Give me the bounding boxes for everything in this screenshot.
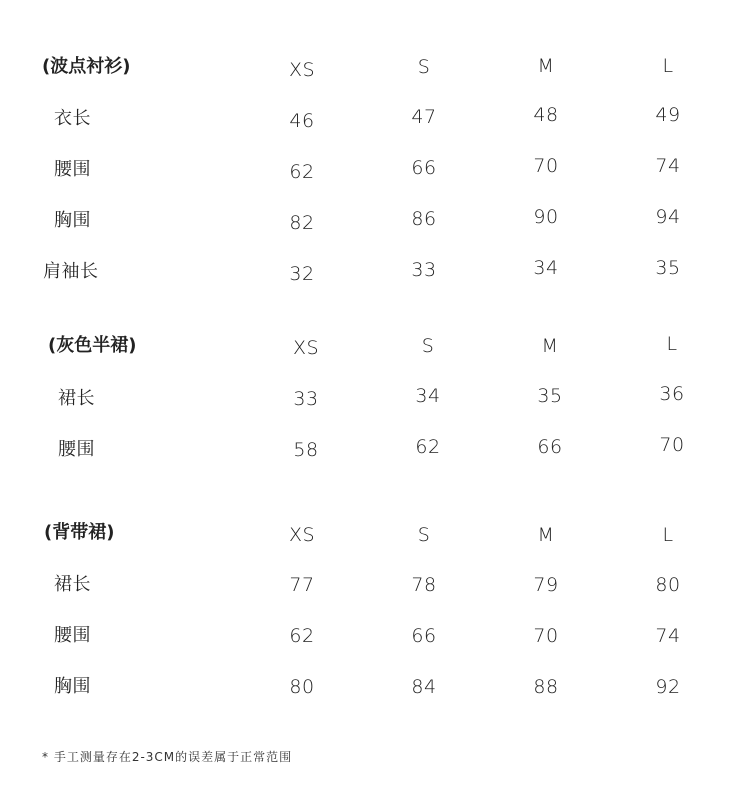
- table-row: [0, 257, 750, 287]
- value-m: 35: [537, 385, 563, 407]
- table-row: [0, 570, 750, 600]
- table-row: [0, 672, 750, 702]
- value-m: 70: [533, 625, 559, 647]
- header-row: [0, 331, 750, 361]
- size-header-m: M: [541, 335, 559, 357]
- table-row: [0, 435, 750, 465]
- value-s: 34: [415, 385, 441, 407]
- size-header-l: L: [662, 524, 674, 546]
- value-s: 84: [411, 676, 437, 698]
- value-m: 66: [537, 436, 563, 458]
- value-l: 80: [655, 574, 681, 596]
- value-s: 33: [411, 259, 437, 281]
- row-label: 裙长: [58, 388, 95, 409]
- value-s: 66: [411, 157, 437, 179]
- value-m: 88: [533, 676, 559, 698]
- size-header-m: M: [537, 524, 555, 546]
- value-xs: 58: [293, 439, 319, 461]
- value-l: 70: [659, 434, 685, 456]
- value-xs: 82: [289, 212, 315, 234]
- table-title: (灰色半裙): [48, 335, 137, 356]
- table-row: [0, 621, 750, 651]
- table-row: [0, 384, 750, 414]
- value-m: 34: [533, 257, 559, 279]
- row-label: 胸围: [54, 210, 91, 231]
- row-label: 腰围: [54, 159, 91, 180]
- value-xs: 77: [289, 574, 315, 596]
- row-label: 衣长: [54, 108, 91, 129]
- value-m: 79: [533, 574, 559, 596]
- row-label: 肩袖长: [43, 261, 99, 282]
- value-xs: 32: [289, 263, 315, 285]
- table-row: [0, 155, 750, 185]
- value-m: 90: [533, 206, 559, 228]
- value-l: 36: [659, 383, 685, 405]
- value-s: 78: [411, 574, 437, 596]
- row-label: 腰围: [54, 625, 91, 646]
- value-s: 47: [411, 106, 437, 128]
- value-xs: 33: [293, 388, 319, 410]
- table-title: (背带裙): [44, 522, 115, 543]
- value-m: 70: [533, 155, 559, 177]
- size-header-s: S: [417, 56, 431, 78]
- size-header-l: L: [666, 333, 678, 355]
- value-l: 94: [655, 206, 681, 228]
- header-row: [0, 52, 750, 82]
- value-m: 48: [533, 104, 559, 126]
- size-header-xs: XS: [288, 59, 316, 81]
- value-xs: 46: [289, 110, 315, 132]
- value-l: 74: [655, 625, 681, 647]
- value-xs: 62: [289, 625, 315, 647]
- value-l: 92: [655, 676, 681, 698]
- value-s: 66: [411, 625, 437, 647]
- value-l: 74: [655, 155, 681, 177]
- row-label: 胸围: [54, 676, 91, 697]
- value-s: 62: [415, 436, 441, 458]
- size-header-s: S: [421, 335, 435, 357]
- table-title: (波点衬衫): [42, 56, 131, 77]
- size-header-s: S: [417, 524, 431, 546]
- size-header-xs: XS: [288, 524, 316, 546]
- value-l: 35: [655, 257, 681, 279]
- row-label: 腰围: [58, 439, 95, 460]
- size-header-xs: XS: [292, 337, 320, 359]
- value-l: 49: [655, 104, 681, 126]
- header-row: [0, 518, 750, 548]
- size-header-l: L: [662, 55, 674, 77]
- measurement-footnote: * 手工测量存在2-3CM的误差属于正常范围: [42, 750, 293, 764]
- row-label: 裙长: [54, 574, 91, 595]
- table-row: [0, 104, 750, 134]
- value-xs: 80: [289, 676, 315, 698]
- size-header-m: M: [537, 55, 555, 77]
- value-s: 86: [411, 208, 437, 230]
- value-xs: 62: [289, 161, 315, 183]
- table-row: [0, 206, 750, 236]
